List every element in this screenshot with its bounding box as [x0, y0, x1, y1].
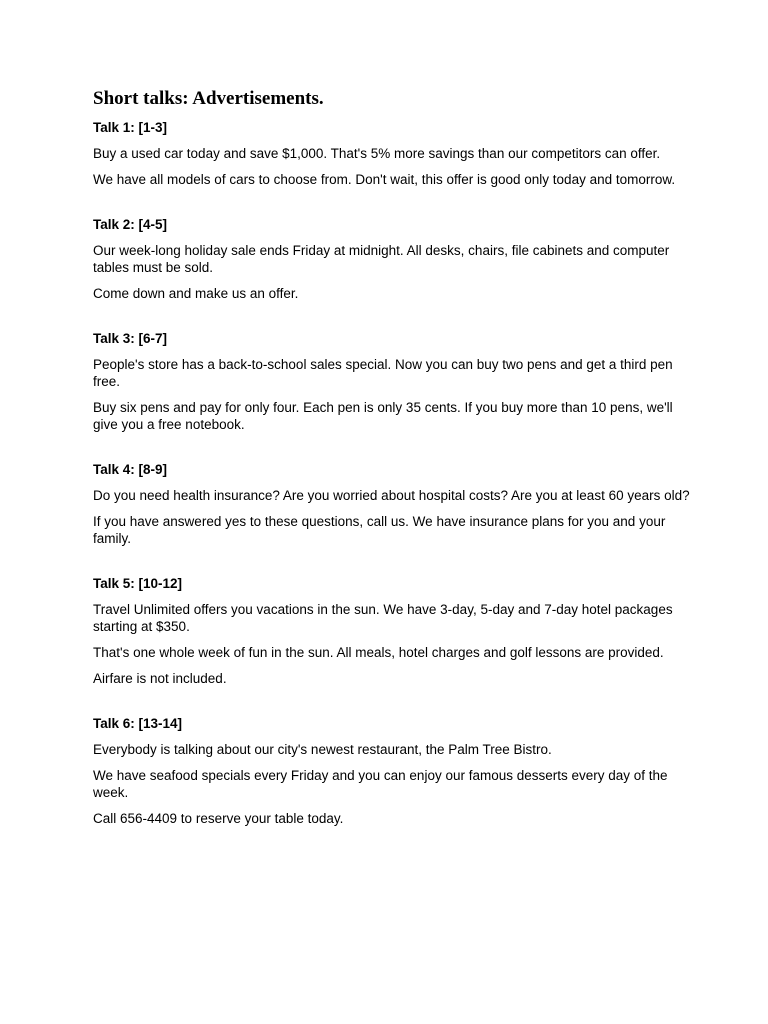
talk-4 [93, 461, 693, 547]
talk-paragraph: People's store has a back-to-school sales special. Now you can buy two pens and get a third pen free. [93, 357, 673, 389]
talk-heading: Talk 5: [10-12] [93, 576, 183, 591]
talk-heading: Talk 3: [6-7] [93, 331, 168, 346]
talk-paragraph: Everybody is talking about our city's newest restaurant, the Palm Tree Bistro. [93, 742, 552, 757]
talk-heading: Talk 6: [13-14] [93, 716, 183, 731]
talk-heading: Talk 4: [8-9] [93, 462, 168, 477]
talk-1 [93, 119, 693, 188]
talk-heading: Talk 2: [4-5] [93, 217, 168, 232]
talk-paragraph: Do you need health insurance? Are you worried about hospital costs? Are you at least 60 years old? [93, 488, 690, 503]
talk-3 [93, 330, 693, 433]
talk-paragraph: Buy six pens and pay for only four. Each pen is only 35 cents. If you buy more than 10 pens, we'll give you a free notebook. [93, 400, 673, 432]
talk-paragraph: We have seafood specials every Friday and you can enjoy our famous desserts every day of the week. [93, 768, 668, 800]
talk-paragraph: Travel Unlimited offers you vacations in the sun. We have 3-day, 5-day and 7-day hotel packages starting at $350. [93, 602, 673, 634]
talk-paragraph: We have all models of cars to choose from. Don't wait, this offer is good only today and tomorrow. [93, 172, 676, 187]
talk-paragraph: Buy a used car today and save $1,000. That's 5% more savings than our competitors can offer. [93, 146, 661, 161]
document-page [93, 88, 693, 855]
talk-paragraph: Airfare is not included. [93, 671, 227, 686]
talk-paragraph: Our week-long holiday sale ends Friday at midnight. All desks, chairs, file cabinets and computer tables must be sold. [93, 243, 670, 275]
talk-paragraph: If you have answered yes to these questions, call us. We have insurance plans for you and your family. [93, 514, 666, 546]
document-title: Short talks: Advertisements. [93, 88, 324, 109]
talk-paragraph: Come down and make us an offer. [93, 286, 299, 301]
talk-2 [93, 216, 693, 302]
talk-6 [93, 715, 693, 827]
talk-5 [93, 575, 693, 687]
talk-heading: Talk 1: [1-3] [93, 120, 168, 135]
talk-paragraph: Call 656-4409 to reserve your table today. [93, 811, 344, 826]
talk-paragraph: That's one whole week of fun in the sun. All meals, hotel charges and golf lessons are provided. [93, 645, 664, 660]
